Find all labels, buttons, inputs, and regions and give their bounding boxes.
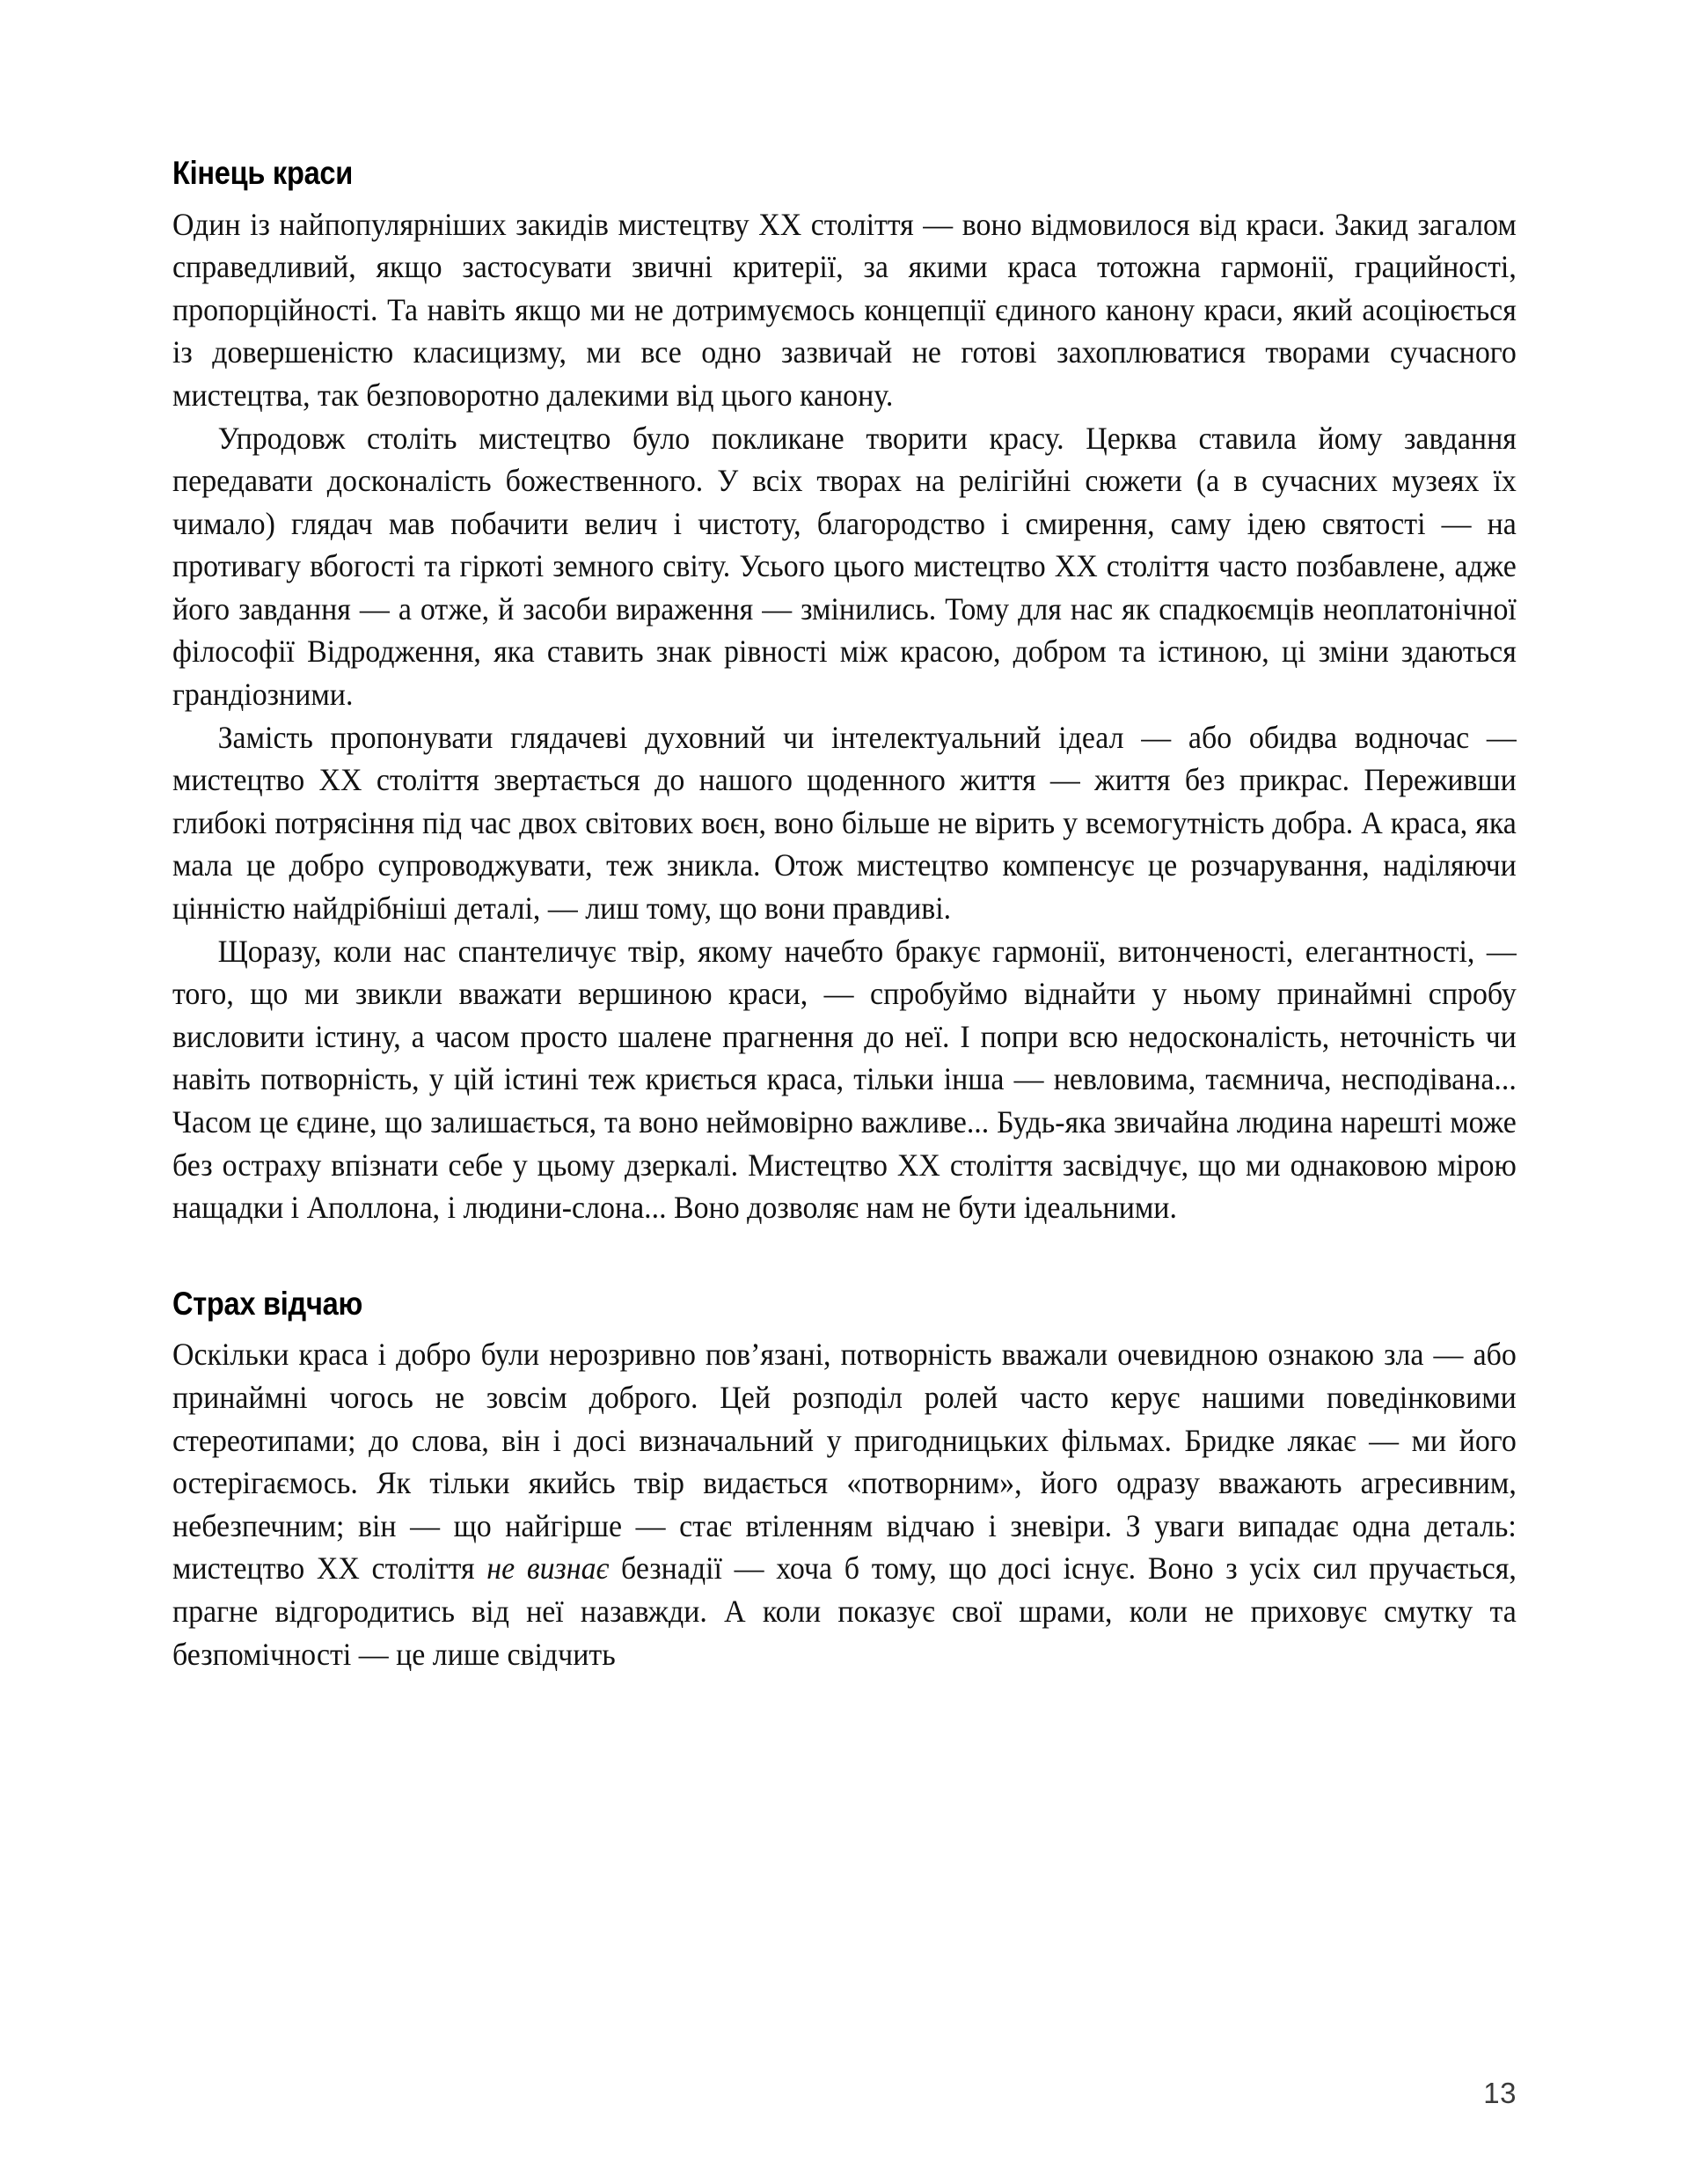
page-content [172,155,1517,1675]
section-heading-2: Страх відчаю [172,1285,362,1322]
section-spacer [172,1229,1517,1286]
section-kinets-krasy [172,155,1517,1229]
emphasis-ne-vyznaye: не визнає [486,1550,610,1587]
paragraph [172,1333,1517,1675]
page-number: 13 [1483,2077,1517,2109]
paragraph: Замість пропонувати глядачеві духовний чи інтелектуальний ідеал — або обидва водночас — мистецтво XX століття звертається до нашого щоденного життя — життя без прикрас. Переживши глибокі потрясіння під час двох світових воєн, воно більше не вірить у всемогутність добра. А краса, яка мала це добро супроводжувати, теж зникла. Отож мистецтво компенсує це розчарування, наділяючи цінністю найдрібніші деталі, — лиш тому, що вони правдиві. [172,719,1517,927]
paragraph: Один із найпопулярніших закидів мистецтву XX століття — воно відмовилося від краси. Закид загалом справедливий, якщо застосувати звичні критерії, за якими краса тотожна гармонії, грацийності, пропорційності. Та навіть якщо ми не дотримуємось концепції єдиного канону краси, який асоціюється із довершеністю класицизму, ми все одно зазвичай не готові захоплюватися творами сучасного мистецтва, так безповоротно далекими від цього канону. [172,206,1517,413]
section-strakh-vidchayu [172,1286,1517,1675]
paragraph: Щоразу, коли нас спантеличує твір, якому начебто бракує гармонії, витонченості, елегантності, — того, що ми звикли вважати вершиною краси, — спробуймо віднайти у ньому принаймні спробу висловити істину, а часом просто шалене прагнення до неї. І попри всю недосконалість, неточність чи навіть потворність, у цій істині теж криється краса, тільки інша — невловима, таємнича, несподівана... Часом це єдине, що залишається, та воно неймовірно важливе... Будь-яка звичайна людина нарешті може без остраху впізнати себе у цьому дзеркалі. Мистецтво XX століття засвідчує, що ми однаковою мірою нащадки і Аполлона, і людини-слона... Воно дозволяє нам не бути ідеальними. [172,933,1517,1226]
paragraph-text-after-italic: безнадії — хоча б тому, що досі існує. Воно з усіх сил пручається, прагне відгородитись від неї назавжди. А коли показує свої шрами, коли не приховує смутку та безпомічності — це лише свідчить [172,1550,1517,1672]
paragraph: Упродовж століть мистецтво було покликане творити красу. Церква ставила йому завдання передавати досконалість божественного. У всіх творах на релігійні сюжети (а в сучасних музеях їх чимало) глядач мав побачити велич і чистоту, благородство і смирення, саму ідею святості — на противагу вбогості та гіркоті земного світу. Усього цього мистецтво XX століття часто позбавлене, адже його завдання — а отже, й засоби вираження — змінились. Тому для нас як спадкоємців неоплатонічної філософії Відродження, яка ставить знак рівності між красою, добром та істиною, ці зміни здаються грандіозними. [172,420,1517,713]
paragraph-text-before-italic: Оскільки краса і добро були нерозривно пов’язані, потворність вважали очевидною ознакою зла — або принаймні чогось не зовсім доброго. Цей розподіл ролей часто керує нашими поведінковими стереотипами; до слова, він і досі визначальний у пригодницьких фільмах. Бридке лякає — ми його остерігаємось. Як тільки якийсь твір видається «потворним», його одразу вважають агресивним, небезпечним; він — що найгірше — стає втіленням відчаю і зневіри. З уваги випадає одна деталь: мистецтво XX століття [172,1337,1517,1587]
section-heading-1: Кінець краси [172,155,354,191]
